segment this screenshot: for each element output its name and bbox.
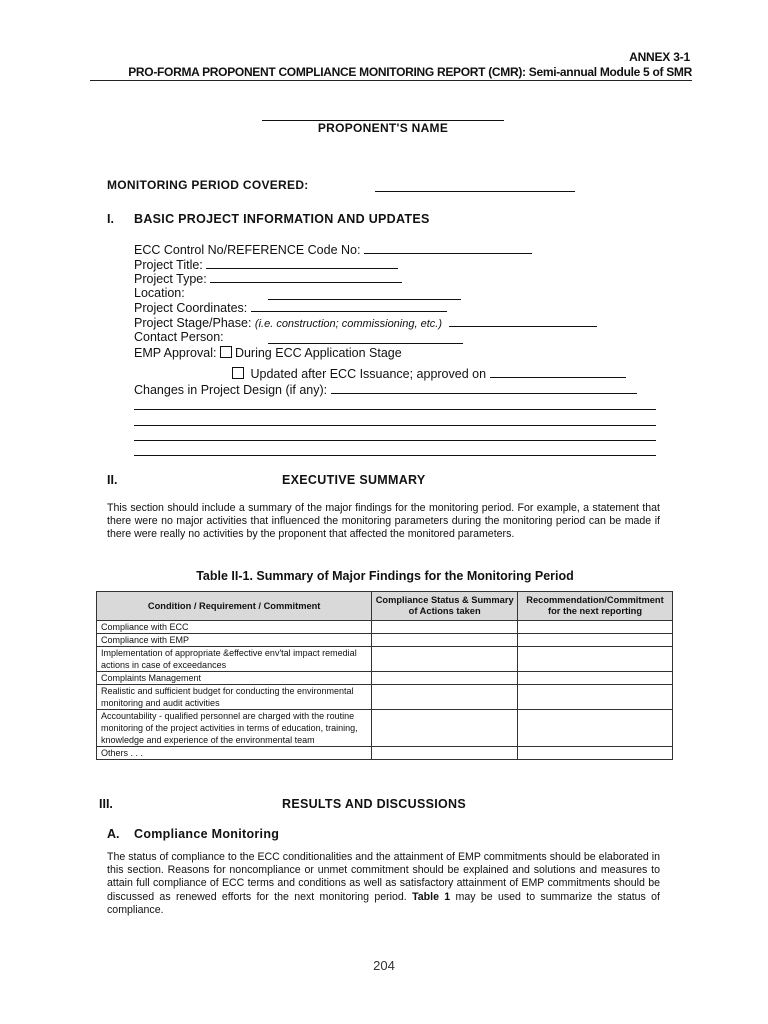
compliance-text-table-ref: Table 1 <box>412 890 451 903</box>
document-title: PRO-FORMA PROPONENT COMPLIANCE MONITORING REPORT (CMR): Semi-annual Module 5 of SMR <box>128 65 692 79</box>
table-cell-condition: Compliance with ECC <box>97 621 372 634</box>
table-header-recommendation: Recommendation/Commitment for the next reporting <box>518 592 673 621</box>
changes-design-field[interactable] <box>331 382 637 394</box>
subsection-a-number: A. <box>107 827 120 841</box>
table-cell-recommendation[interactable] <box>518 685 673 710</box>
changes-design-label: Changes in Project Design (if any): <box>134 383 328 397</box>
table-cell-condition: Implementation of appropriate &effective env'tal impact remedial actions in case of exceedances <box>97 647 372 672</box>
coordinates-field[interactable] <box>251 300 447 312</box>
emp-option-2-checkbox[interactable] <box>232 367 244 379</box>
header-rule <box>90 80 692 81</box>
changes-line-1[interactable] <box>134 409 656 410</box>
project-type-label: Project Type: <box>134 272 207 286</box>
section-2-number: II. <box>107 473 118 487</box>
project-type-field[interactable] <box>210 271 402 283</box>
ecc-control-row <box>134 242 532 257</box>
table-row <box>97 621 673 634</box>
section-1-number: I. <box>107 212 114 226</box>
monitoring-period-label: MONITORING PERIOD COVERED: <box>107 178 309 192</box>
annex-label: ANNEX 3-1 <box>629 50 690 64</box>
compliance-text-end: may be used to summarize the status of compliance. <box>107 890 661 916</box>
section-2-title: EXECUTIVE SUMMARY <box>282 473 426 487</box>
ecc-control-label: ECC Control No/REFERENCE Code No: <box>134 243 361 257</box>
table-header-condition: Condition / Requirement / Commitment <box>97 592 372 621</box>
project-type-row <box>134 271 402 286</box>
table-cell-recommendation[interactable] <box>518 747 673 760</box>
project-stage-hint: (i.e. construction; commissioning, etc.) <box>254 318 442 330</box>
table-cell-status[interactable] <box>372 634 518 647</box>
changes-line-3[interactable] <box>134 440 656 441</box>
table-cell-recommendation[interactable] <box>518 710 673 747</box>
emp-option-2-row <box>232 366 626 381</box>
table-cell-status[interactable] <box>372 647 518 672</box>
table-cell-condition: Compliance with EMP <box>97 634 372 647</box>
table-cell-recommendation[interactable] <box>518 634 673 647</box>
project-stage-field[interactable] <box>449 315 597 327</box>
section-1-title: BASIC PROJECT INFORMATION AND UPDATES <box>134 212 430 226</box>
compliance-text-body: The status of compliance to the ECC conditionalities and the attainment of EMP commitments should be elaborated in this section. Reasons for noncompliance or unmet commitment should be explained and solutions and measures to attain full compliance of ECC terms and conditions as well as satisfactory attainment of EMP commitments should be discussed as renewed efforts for the next monitoring period. <box>107 851 660 903</box>
emp-option-1-checkbox[interactable] <box>220 346 232 358</box>
table-caption: Table II-1. Summary of Major Findings for the Monitoring Period <box>196 569 574 583</box>
project-title-label: Project Title: <box>134 258 203 272</box>
emp-approval-label: EMP Approval: <box>134 346 217 360</box>
table-cell-status[interactable] <box>372 747 518 760</box>
table-cell-recommendation[interactable] <box>518 672 673 685</box>
section-3-number: III. <box>99 797 113 811</box>
monitoring-period-field[interactable] <box>375 191 575 192</box>
project-stage-label: Project Stage/Phase: <box>134 316 252 330</box>
location-label: Location: <box>134 286 185 300</box>
changes-design-row <box>134 382 637 397</box>
changes-line-2[interactable] <box>134 425 656 426</box>
contact-person-field[interactable] <box>268 343 463 344</box>
subsection-a-title: Compliance Monitoring <box>134 827 280 841</box>
ecc-control-field[interactable] <box>364 242 532 254</box>
compliance-monitoring-text <box>107 851 660 917</box>
coordinates-label: Project Coordinates: <box>134 301 248 315</box>
contact-person-row <box>134 330 224 344</box>
table-cell-recommendation[interactable] <box>518 647 673 672</box>
table-row <box>97 747 673 760</box>
table-cell-status[interactable] <box>372 621 518 634</box>
page-number: 204 <box>373 958 395 973</box>
project-title-row <box>134 257 398 272</box>
table-cell-status[interactable] <box>372 685 518 710</box>
table-row <box>97 710 673 747</box>
table-header-status: Compliance Status & Summary of Actions taken <box>372 592 518 621</box>
section-3-title: RESULTS AND DISCUSSIONS <box>282 797 466 811</box>
emp-approval-date-field[interactable] <box>490 366 626 378</box>
contact-person-label: Contact Person: <box>134 330 224 344</box>
location-row <box>134 286 185 300</box>
changes-line-4[interactable] <box>134 455 656 456</box>
project-stage-row <box>134 315 597 330</box>
emp-option-1-label: During ECC Application Stage <box>234 346 402 360</box>
emp-option-2-label: Updated after ECC Issuance; approved on <box>250 367 487 381</box>
table-row <box>97 685 673 710</box>
executive-summary-text: This section should include a summary of the major findings for the monitoring period. For example, a statement that there were no major activities that influenced the monitoring parameters during the monitoring period can be made if there were really no activities by the proponent that affected the monitored parameters. <box>107 502 660 541</box>
emp-approval-row <box>134 346 402 360</box>
table-row <box>97 634 673 647</box>
table-row <box>97 672 673 685</box>
table-cell-status[interactable] <box>372 710 518 747</box>
proponent-name-label: PROPONENT'S NAME <box>317 121 449 135</box>
table-cell-condition: Others . . . <box>97 747 372 760</box>
findings-table <box>96 591 673 760</box>
project-title-field[interactable] <box>206 257 398 269</box>
table-cell-condition: Accountability - qualified personnel are charged with the routine monitoring of the project activities in terms of education, training, knowledge and experience of the environmental team <box>97 710 372 747</box>
table-cell-status[interactable] <box>372 672 518 685</box>
table-row <box>97 647 673 672</box>
table-cell-recommendation[interactable] <box>518 621 673 634</box>
coordinates-row <box>134 300 447 315</box>
table-cell-condition: Complaints Management <box>97 672 372 685</box>
table-cell-condition: Realistic and sufficient budget for conducting the environmental monitoring and audit activities <box>97 685 372 710</box>
